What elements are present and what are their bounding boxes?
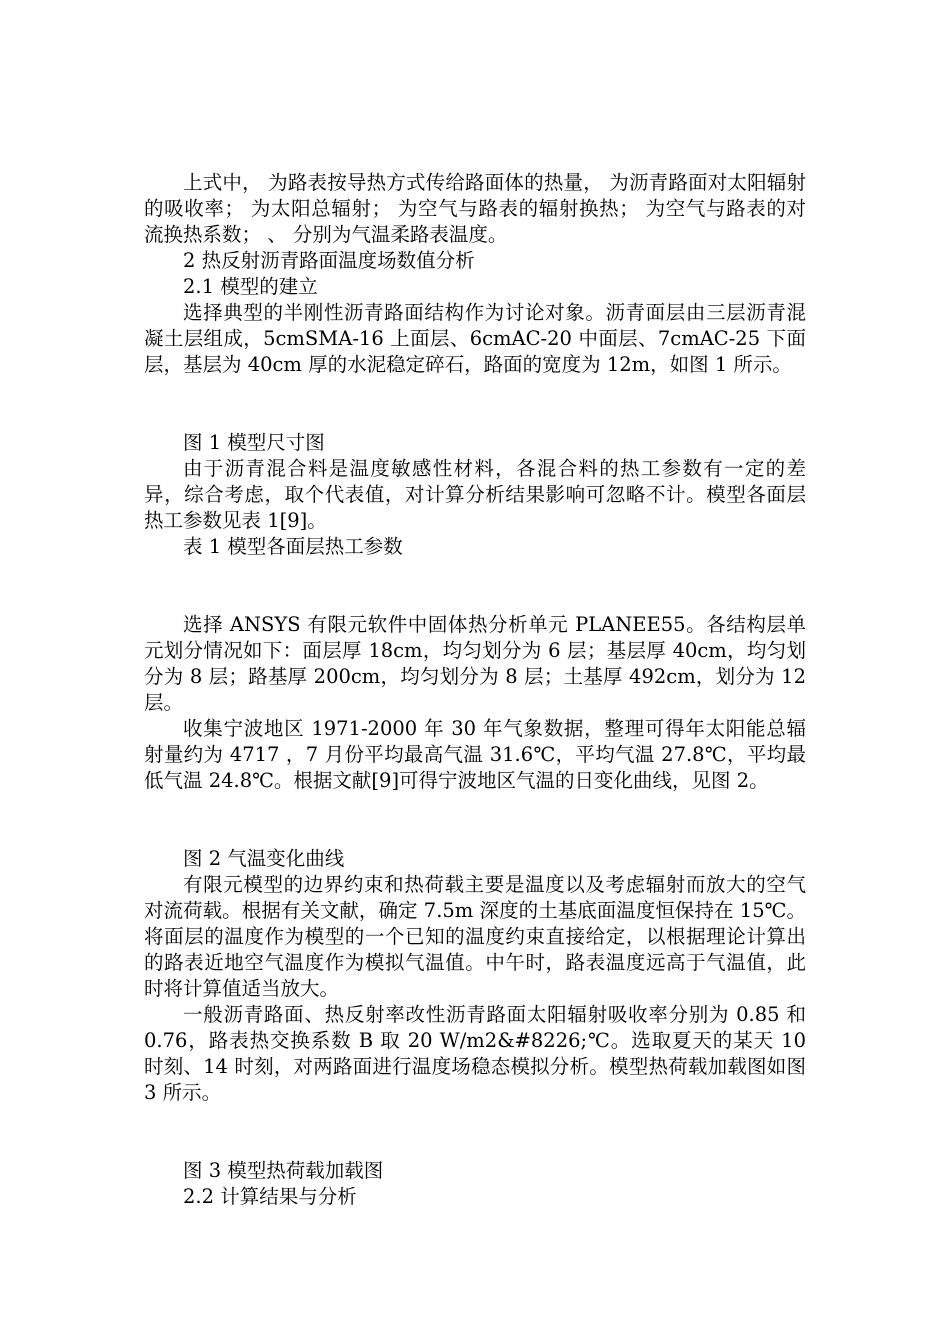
paragraph-formula-explanation: 上式中， 为路表按导热方式传给路面体的热量， 为沥青路面对太阳辐射的吸收率； 为太阳总辐射； 为空气与路表的辐射换热； 为空气与路表的对流换热系数； 、 分别为气温柔路表温度。 [144, 171, 806, 246]
table-1-caption: 表 1 模型各面层热工参数 [183, 535, 403, 558]
paragraph-ningbo-climate: 收集宁波地区 1971-2000 年 30 年气象数据，整理可得年太阳能总辐射量约为 4717 ，7 月份平均最高气温 31.6℃，平均气温 27.8℃，平均最低气温 24.8℃。根据文献[9]可得宁波地区气温的日变化曲线，见图 2。 [144, 717, 806, 792]
figure-2-placeholder [144, 794, 806, 846]
table-1-placeholder [144, 560, 806, 612]
figure-3-placeholder [144, 1106, 806, 1158]
figure-1-caption: 图 1 模型尺寸图 [183, 431, 325, 454]
paragraph-thermal-parameters: 由于沥青混合料是温度敏感性材料，各混合料的热工参数有一定的差异，综合考虑，取个代表值，对计算分析结果影响可忽略不计。模型各面层热工参数见表 1[9]。 [144, 457, 806, 532]
section-heading-2: 2 热反射沥青路面温度场数值分析 [183, 249, 475, 272]
figure-2-caption: 图 2 气温变化曲线 [183, 847, 345, 870]
figure-3-caption: 图 3 模型热荷载加载图 [183, 1159, 384, 1182]
paragraph-boundary-conditions: 有限元模型的边界约束和热荷载主要是温度以及考虑辐射而放大的空气对流荷载。根据有关文献，确定 7.5m 深度的土基底面温度恒保持在 15℃。将面层的温度作为模型的一个已知的温度约束直接给定，以根据理论计算出的路表近地空气温度作为模拟气温值。中午时，路表温度远高于气温值，此时将计算值适当放大。 [144, 873, 806, 1000]
paragraph-ansys-meshing: 选择 ANSYS 有限元软件中固体热分析单元 PLANEE55。各结构层单元划分情况如下：面层厚 18cm，均匀划分为 6 层；基层厚 40cm，均匀划分为 8 层；路基厚 200cm，均匀划分为 8 层；土基厚 492cm，划分为 12 层。 [144, 613, 806, 714]
subsection-heading-2-1: 2.1 模型的建立 [183, 275, 318, 298]
subsection-heading-2-2: 2.2 计算结果与分析 [183, 1185, 357, 1208]
paragraph-absorption-rates: 一般沥青路面、热反射率改性沥青路面太阳辐射吸收率分别为 0.85 和 0.76，路表热交换系数 B 取 20 W/m2&#8226;℃。选取夏天的某天 10 时刻、14 时刻，对两路面进行温度场稳态模拟分析。模型热荷载加载图如图 3 所示。 [144, 1003, 806, 1104]
paragraph-model-structure: 选择典型的半刚性沥青路面结构作为讨论对象。沥青面层由三层沥青混凝土层组成，5cmSMA-16 上面层、6cmAC-20 中面层、7cmAC-25 下面层，基层为 40cm 厚的水泥稳定碎石，路面的宽度为 12m，如图 1 所示。 [144, 301, 806, 376]
document-body [144, 170, 806, 1210]
figure-1-placeholder [144, 378, 806, 430]
